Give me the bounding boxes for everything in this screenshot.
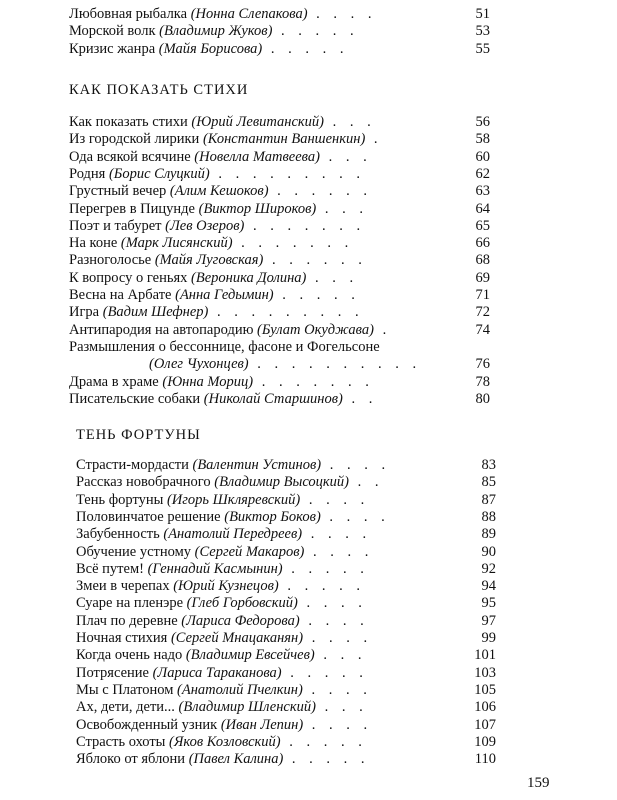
- entry-author: (Булат Окуджава): [257, 321, 374, 338]
- entry-page-number: 68: [475, 252, 490, 269]
- leader-dots: . . . .: [299, 612, 369, 629]
- entry-title: Тень фортуны: [76, 491, 167, 508]
- leader-dots: . . .: [315, 699, 368, 716]
- leader-dots: . . . .: [302, 526, 372, 543]
- toc-entry: [76, 474, 384, 491]
- toc-entry: [69, 166, 365, 183]
- entry-author: (Иван Лепин): [220, 716, 304, 733]
- entry-author: (Константин Ваншенкин): [202, 131, 366, 148]
- leader-dots: . . .: [306, 269, 359, 286]
- leader-dots: . . . . . . .: [253, 373, 374, 390]
- toc-entry: [76, 509, 390, 526]
- toc-entry: [69, 252, 367, 269]
- entry-author: (Майя Луговская): [154, 252, 264, 269]
- leader-dots: . .: [349, 474, 384, 491]
- entry-page-number: 65: [475, 217, 490, 234]
- toc-entry: [76, 647, 366, 664]
- leader-dots: . . .: [316, 200, 368, 217]
- entry-author: (Вадим Шефнер): [102, 304, 209, 321]
- entry-title: Антипародия на автопародию: [69, 321, 258, 338]
- entry-author: (Нонна Слепакова): [190, 6, 308, 22]
- entry-title: Родня: [69, 165, 109, 182]
- entry-title: Всё путем!: [76, 560, 148, 577]
- entry-page-number: 88: [481, 508, 496, 525]
- toc-entry: [69, 374, 374, 391]
- leader-dots: .: [373, 321, 392, 338]
- entry-title: Игра: [69, 304, 103, 321]
- toc-entry: [69, 304, 364, 321]
- leader-dots: . . . . .: [282, 560, 369, 577]
- toc-entry: [76, 595, 367, 612]
- entry-title: На коне: [69, 235, 121, 252]
- entry-page-number: 103: [474, 664, 496, 681]
- leader-dots: . . . .: [304, 543, 374, 560]
- entry-page-number: 72: [475, 304, 490, 321]
- entry-author: (Игорь Шкляревский): [166, 491, 301, 508]
- leader-dots: . . .: [319, 148, 372, 165]
- toc-entry: [69, 270, 358, 287]
- toc-entry: [76, 630, 372, 647]
- entry-author: (Алим Кешоков): [169, 183, 269, 200]
- leader-dots: . . . . .: [280, 733, 367, 750]
- toc-entry: [149, 356, 421, 373]
- leader-dots: . . . . . . . . . .: [248, 356, 422, 373]
- leader-dots: . . . . . . .: [232, 235, 354, 252]
- entry-page-number: 76: [475, 356, 490, 373]
- entry-author: (Юрий Левитанский): [191, 114, 325, 130]
- leader-dots: . . . . . . .: [244, 217, 366, 234]
- entry-title: Потрясение: [76, 664, 153, 681]
- toc-entry: [76, 751, 370, 768]
- entry-page-number: 83: [481, 457, 496, 473]
- toc-entry: [69, 339, 380, 356]
- entry-page-number: 69: [475, 269, 490, 286]
- entry-author: (Виктор Боков): [224, 508, 321, 525]
- entry-page-number: 95: [481, 595, 496, 612]
- entry-page-number: 105: [474, 681, 496, 698]
- entry-title: Любовная рыбалка: [69, 6, 191, 22]
- entry-title: Писательские собаки: [69, 390, 204, 407]
- leader-dots: . . . . .: [278, 578, 365, 595]
- toc-entry: [76, 457, 390, 474]
- leader-dots: . . . .: [302, 681, 372, 698]
- leader-dots: . . . .: [303, 630, 373, 646]
- toc-entry: [69, 114, 376, 131]
- leader-dots: . . . . . . . . .: [209, 165, 366, 182]
- entry-author: (Майя Борисова): [158, 40, 263, 57]
- entry-page-number: 74: [475, 321, 490, 338]
- leader-dots: . . . .: [320, 508, 390, 525]
- entry-title: Драма в храме: [69, 373, 163, 390]
- leader-dots: . .: [342, 390, 378, 407]
- leader-dots: . . . . . .: [263, 252, 367, 269]
- entry-page-number: 89: [481, 526, 496, 543]
- toc-entry: [69, 218, 365, 235]
- entry-title: Обучение устному: [76, 543, 195, 560]
- entry-page-number: 107: [474, 716, 496, 733]
- entry-title: Весна на Арбате: [69, 287, 176, 303]
- entry-page-number: 101: [474, 647, 496, 664]
- entry-title: Морской волк: [69, 23, 160, 40]
- entry-title: Когда очень надо: [76, 647, 186, 664]
- toc-entry: [76, 492, 369, 509]
- entry-title: Ода всякой всячине: [69, 148, 195, 165]
- entry-author: (Юнна Мориц): [162, 373, 254, 390]
- leader-dots: . . . . .: [273, 287, 360, 303]
- entry-page-number: 66: [475, 235, 490, 252]
- leader-dots: . . . . .: [283, 751, 370, 768]
- entry-author: (Анатолий Передреев): [163, 526, 303, 543]
- entry-author: (Анна Гедымин): [175, 287, 274, 303]
- entry-title: Поэт и табурет: [69, 217, 166, 234]
- entry-page-number: 58: [475, 131, 490, 148]
- toc-entry: [76, 734, 367, 751]
- page-number-folio: 159: [527, 775, 550, 791]
- entry-author: (Марк Лисянский): [120, 235, 233, 252]
- leader-dots: . . . . .: [262, 40, 349, 57]
- entry-page-number: 80: [475, 390, 490, 407]
- toc-entry: [69, 287, 360, 304]
- leader-dots: . . .: [314, 647, 367, 664]
- entry-title: Забубенность: [76, 526, 164, 543]
- entry-author: (Геннадий Касмынин): [147, 560, 283, 577]
- toc-entry: [76, 613, 369, 630]
- entry-page-number: 53: [475, 23, 490, 40]
- leader-dots: . . . . .: [281, 664, 368, 681]
- entry-page-number: 110: [474, 751, 496, 768]
- entry-page-number: 71: [475, 287, 490, 303]
- leader-dots: . . . .: [300, 491, 370, 508]
- toc-entry: [76, 578, 365, 595]
- toc-entry: [69, 23, 359, 40]
- leader-dots: . . . .: [321, 457, 391, 473]
- entry-title: Перегрев в Пицунде: [69, 200, 199, 217]
- entry-title: Освобожденный узник: [76, 716, 221, 733]
- leader-dots: . . . .: [303, 716, 373, 733]
- entry-title: Как показать стихи: [69, 114, 192, 130]
- toc-entry: [76, 561, 369, 578]
- entry-author: (Николай Старшинов): [203, 390, 343, 407]
- entry-author: (Юрий Кузнецов): [173, 578, 279, 595]
- toc-entry: [76, 682, 372, 699]
- entry-page-number: 106: [474, 699, 496, 716]
- toc-entry: [76, 699, 368, 716]
- entry-author: (Сергей Мнацаканян): [170, 630, 304, 646]
- entry-author: (Владимир Евсейчев): [185, 647, 315, 664]
- entry-page-number: 97: [481, 612, 496, 629]
- toc-entry: [76, 717, 372, 734]
- entry-author: (Виктор Широков): [198, 200, 317, 217]
- entry-title: Рассказ новобрачного: [76, 474, 215, 491]
- entry-title: Страсти-мордасти: [76, 457, 193, 473]
- entry-author: (Владимир Жуков): [159, 23, 273, 40]
- entry-page-number: 63: [475, 183, 490, 200]
- toc-entry: [76, 526, 371, 543]
- entry-author: (Глеб Горбовский): [186, 595, 298, 612]
- entry-title: Разноголосье: [69, 252, 155, 269]
- leader-dots: . . . . . . . . .: [208, 304, 364, 321]
- leader-dots: . . . . . .: [268, 183, 373, 200]
- entry-title: Мы с Платоном: [76, 681, 178, 698]
- entry-author: (Борис Слуцкий): [108, 165, 210, 182]
- leader-dots: . . . .: [307, 6, 377, 22]
- leader-dots: . . . . .: [272, 23, 359, 40]
- entry-page-number: 92: [481, 560, 496, 577]
- entry-title: Яблоко от яблони: [76, 751, 189, 768]
- entry-author: (Лев Озеров): [165, 217, 245, 234]
- entry-page-number: 109: [474, 733, 496, 750]
- toc-entry: [76, 665, 368, 682]
- section-heading: ТЕНЬ ФОРТУНЫ: [76, 427, 201, 443]
- entry-author: (Владимир Шленский): [178, 699, 316, 716]
- entry-page-number: 55: [475, 40, 490, 57]
- leader-dots: . . .: [324, 114, 376, 130]
- entry-title: К вопросу о геньях: [69, 269, 192, 286]
- entry-page-number: 99: [481, 630, 496, 646]
- entry-author: (Павел Калина): [188, 751, 284, 768]
- entry-page-number: 78: [475, 373, 490, 390]
- entry-author: (Вероника Долина): [191, 269, 307, 286]
- toc-entry: [69, 41, 348, 58]
- toc-entry: [69, 322, 391, 339]
- entry-page-number: 90: [481, 543, 496, 560]
- entry-title: Из городской лирики: [69, 131, 203, 148]
- toc-entry: [69, 149, 372, 166]
- toc-entry: [69, 6, 377, 23]
- toc-entry: [69, 183, 372, 200]
- entry-page-number: 87: [481, 491, 496, 508]
- entry-author: (Анатолий Пчелкин): [177, 681, 303, 698]
- entry-author: (Валентин Устинов): [192, 457, 322, 473]
- entry-title: Страсть охоты: [76, 733, 170, 750]
- toc-entry: [69, 201, 368, 218]
- toc-entry: [69, 131, 383, 148]
- entry-title: Половинчатое решение: [76, 508, 225, 525]
- toc-entry: [76, 544, 373, 561]
- entry-author: (Владимир Высоцкий): [214, 474, 350, 491]
- entry-page-number: 60: [475, 148, 490, 165]
- entry-title: Ах, дети, дети...: [76, 699, 179, 716]
- toc-entry: [69, 391, 377, 408]
- entry-author: (Яков Козловский): [169, 733, 281, 750]
- entry-author: (Лариса Федорова): [181, 612, 300, 629]
- entry-page-number: 62: [475, 165, 490, 182]
- entry-page-number: 56: [475, 114, 490, 130]
- entry-author: (Лариса Тараканова): [152, 664, 282, 681]
- entry-title: Кризис жанра: [69, 40, 159, 57]
- entry-author: (Новелла Матвеева): [194, 148, 320, 165]
- entry-page-number: 64: [475, 200, 490, 217]
- entry-page-number: 51: [475, 6, 490, 22]
- toc-entry: [69, 235, 353, 252]
- entry-title: Плач по деревне: [76, 612, 182, 629]
- leader-dots: .: [365, 131, 383, 148]
- leader-dots: . . . .: [297, 595, 367, 612]
- entry-page-number: 85: [481, 474, 496, 491]
- entry-title: Грустный вечер: [69, 183, 170, 200]
- entry-title: Змеи в черепах: [76, 578, 174, 595]
- entry-title: Размышления о бессоннице, фасоне и Фогельсоне: [69, 338, 380, 355]
- section-heading: КАК ПОКАЗАТЬ СТИХИ: [69, 82, 249, 98]
- entry-page-number: 94: [481, 578, 496, 595]
- entry-author: (Сергей Макаров): [194, 543, 305, 560]
- entry-author: (Олег Чухонцев): [149, 356, 249, 373]
- entry-title: Ночная стихия: [76, 630, 171, 646]
- entry-title: Суаре на пленэре: [76, 595, 187, 612]
